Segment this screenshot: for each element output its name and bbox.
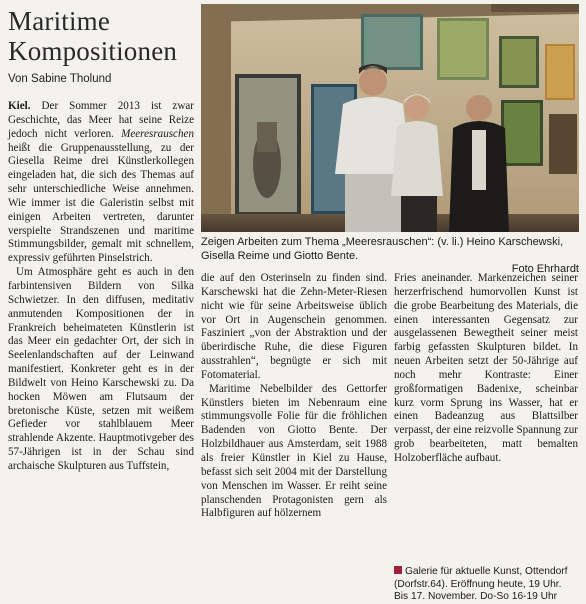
exhibition-info	[394, 566, 578, 604]
photo-credit: Foto Ehrhardt	[511, 263, 579, 275]
column-3	[394, 272, 578, 466]
photo-caption	[201, 236, 579, 277]
title-line-1: Maritime	[8, 6, 111, 36]
paragraph-1-text-b: heißt die Gruppenausstellung, zu der Giesella Reime drei Künstlerkollegen eingeladen hat, die sich des Themas auf sehr unterschiedliche Weise annehmen. Wie immer ist die Galeristin selbst mit einigen Arbeiten vertreten, darunter verspielte Strandszenen und maritime Stimmungsbilder, gemalt mit schnellem, expressiv geführten Pinselstrich.	[8, 141, 194, 265]
article-photo	[201, 4, 579, 232]
byline: Von Sabine Tholund	[8, 73, 112, 85]
paragraph-5: Fries aneinander. Markenzeichen seiner herzerfrischend humorvollen Kunst ist die grobe Bearbeitung des Materials, die einen interessanten Gegensatz zur ausgelassenen Bewegtheit seiner meist farbig gefassten Skulpturen bildet. In neuen Arbeiten setzt der 50-Jährige auf noch mehr Kontraste: Einer großformatigen Badenixe, scheinbar kurz vorm Sprung ins Wasser, hat er einen Badeanzug aus Blattsilber verpasst, der eine reizvolle Spannung zur grob bearbeiteten, matt bemalten Holzoberfläche aufbaut.	[394, 272, 578, 464]
gallery-photo-illustration	[201, 4, 579, 232]
column-1	[8, 100, 194, 474]
paragraph-2: Um Atmosphäre geht es auch in den farbintensiven Bildern von Silka Schwietzer. In den diffusen, meditativ anmutenden Kompositionen der in Frankreich beheimateten Künstlerin ist das Meer ein gedachter Ort, der sich in Seelenlandschaften auf der Leinwand manifestiert. Konkreter geht es in der Bildwelt von Heino Karschewski zu. Da hocken Möwen am Flutsaum der bretonische Küste, setzen mit weißem Gefieder vor stahlblauem Meer strahlende Akzente. Hauptmotivgeber des 57-Jährigen ist in der Schau sind archaische Skulpturen aus Tuffstein,	[8, 266, 194, 472]
paragraph-3: die auf den Osterinseln zu finden sind. Karschewski hat die Zehn-Meter-Riesen nicht wie für seine Arbeitsweise üblich vor Ort in Augenschein genommen. Fasziniert „von der Abstraktion und der überirdische Ruhe, die diese Figuren ausstrahlen“, begnügte er sich mit Fotomaterial.	[201, 272, 387, 381]
article-title	[8, 6, 198, 66]
title-line-2: Kompositionen	[8, 36, 178, 66]
paragraph-1-text-a: Der Sommer 2013 ist zwar Geschichte, das Meer hat seine Reize jedoch nicht verloren.	[8, 100, 194, 140]
caption-text: Zeigen Arbeiten zum Thema „Meeresrauschen“: (v. li.) Heino Karschewski, Gisella Reime und Giotto Bente.	[201, 236, 564, 262]
exhibition-name: Meeresrauschen	[121, 127, 194, 140]
paragraph-1	[8, 100, 194, 266]
dateline: Kiel.	[8, 100, 31, 112]
info-text: Galerie für aktuelle Kunst, Ottendorf (Dorfstr.64). Eröffnung heute, 19 Uhr. Bis 17. November. Do-So 16-19 Uhr	[394, 566, 568, 603]
column-2	[201, 272, 387, 521]
paragraph-4: Maritime Nebelbilder des Gettorfer Künstlers bieten im Nebenraum eine stimmungsvolle Folie für die fröhlichen Badenden von Giotto Bente. Der Holzbildhauer aus Amsterdam, seit 1988 als freier Künstler in Kiel zu Hause, befasst sich seit 2004 mit der Darstellung von Menschen im Wasser. Er reiht seine planschenden Protagonisten gern als Halbfiguren auf hölzernem	[201, 382, 387, 520]
info-square-icon	[394, 566, 402, 574]
